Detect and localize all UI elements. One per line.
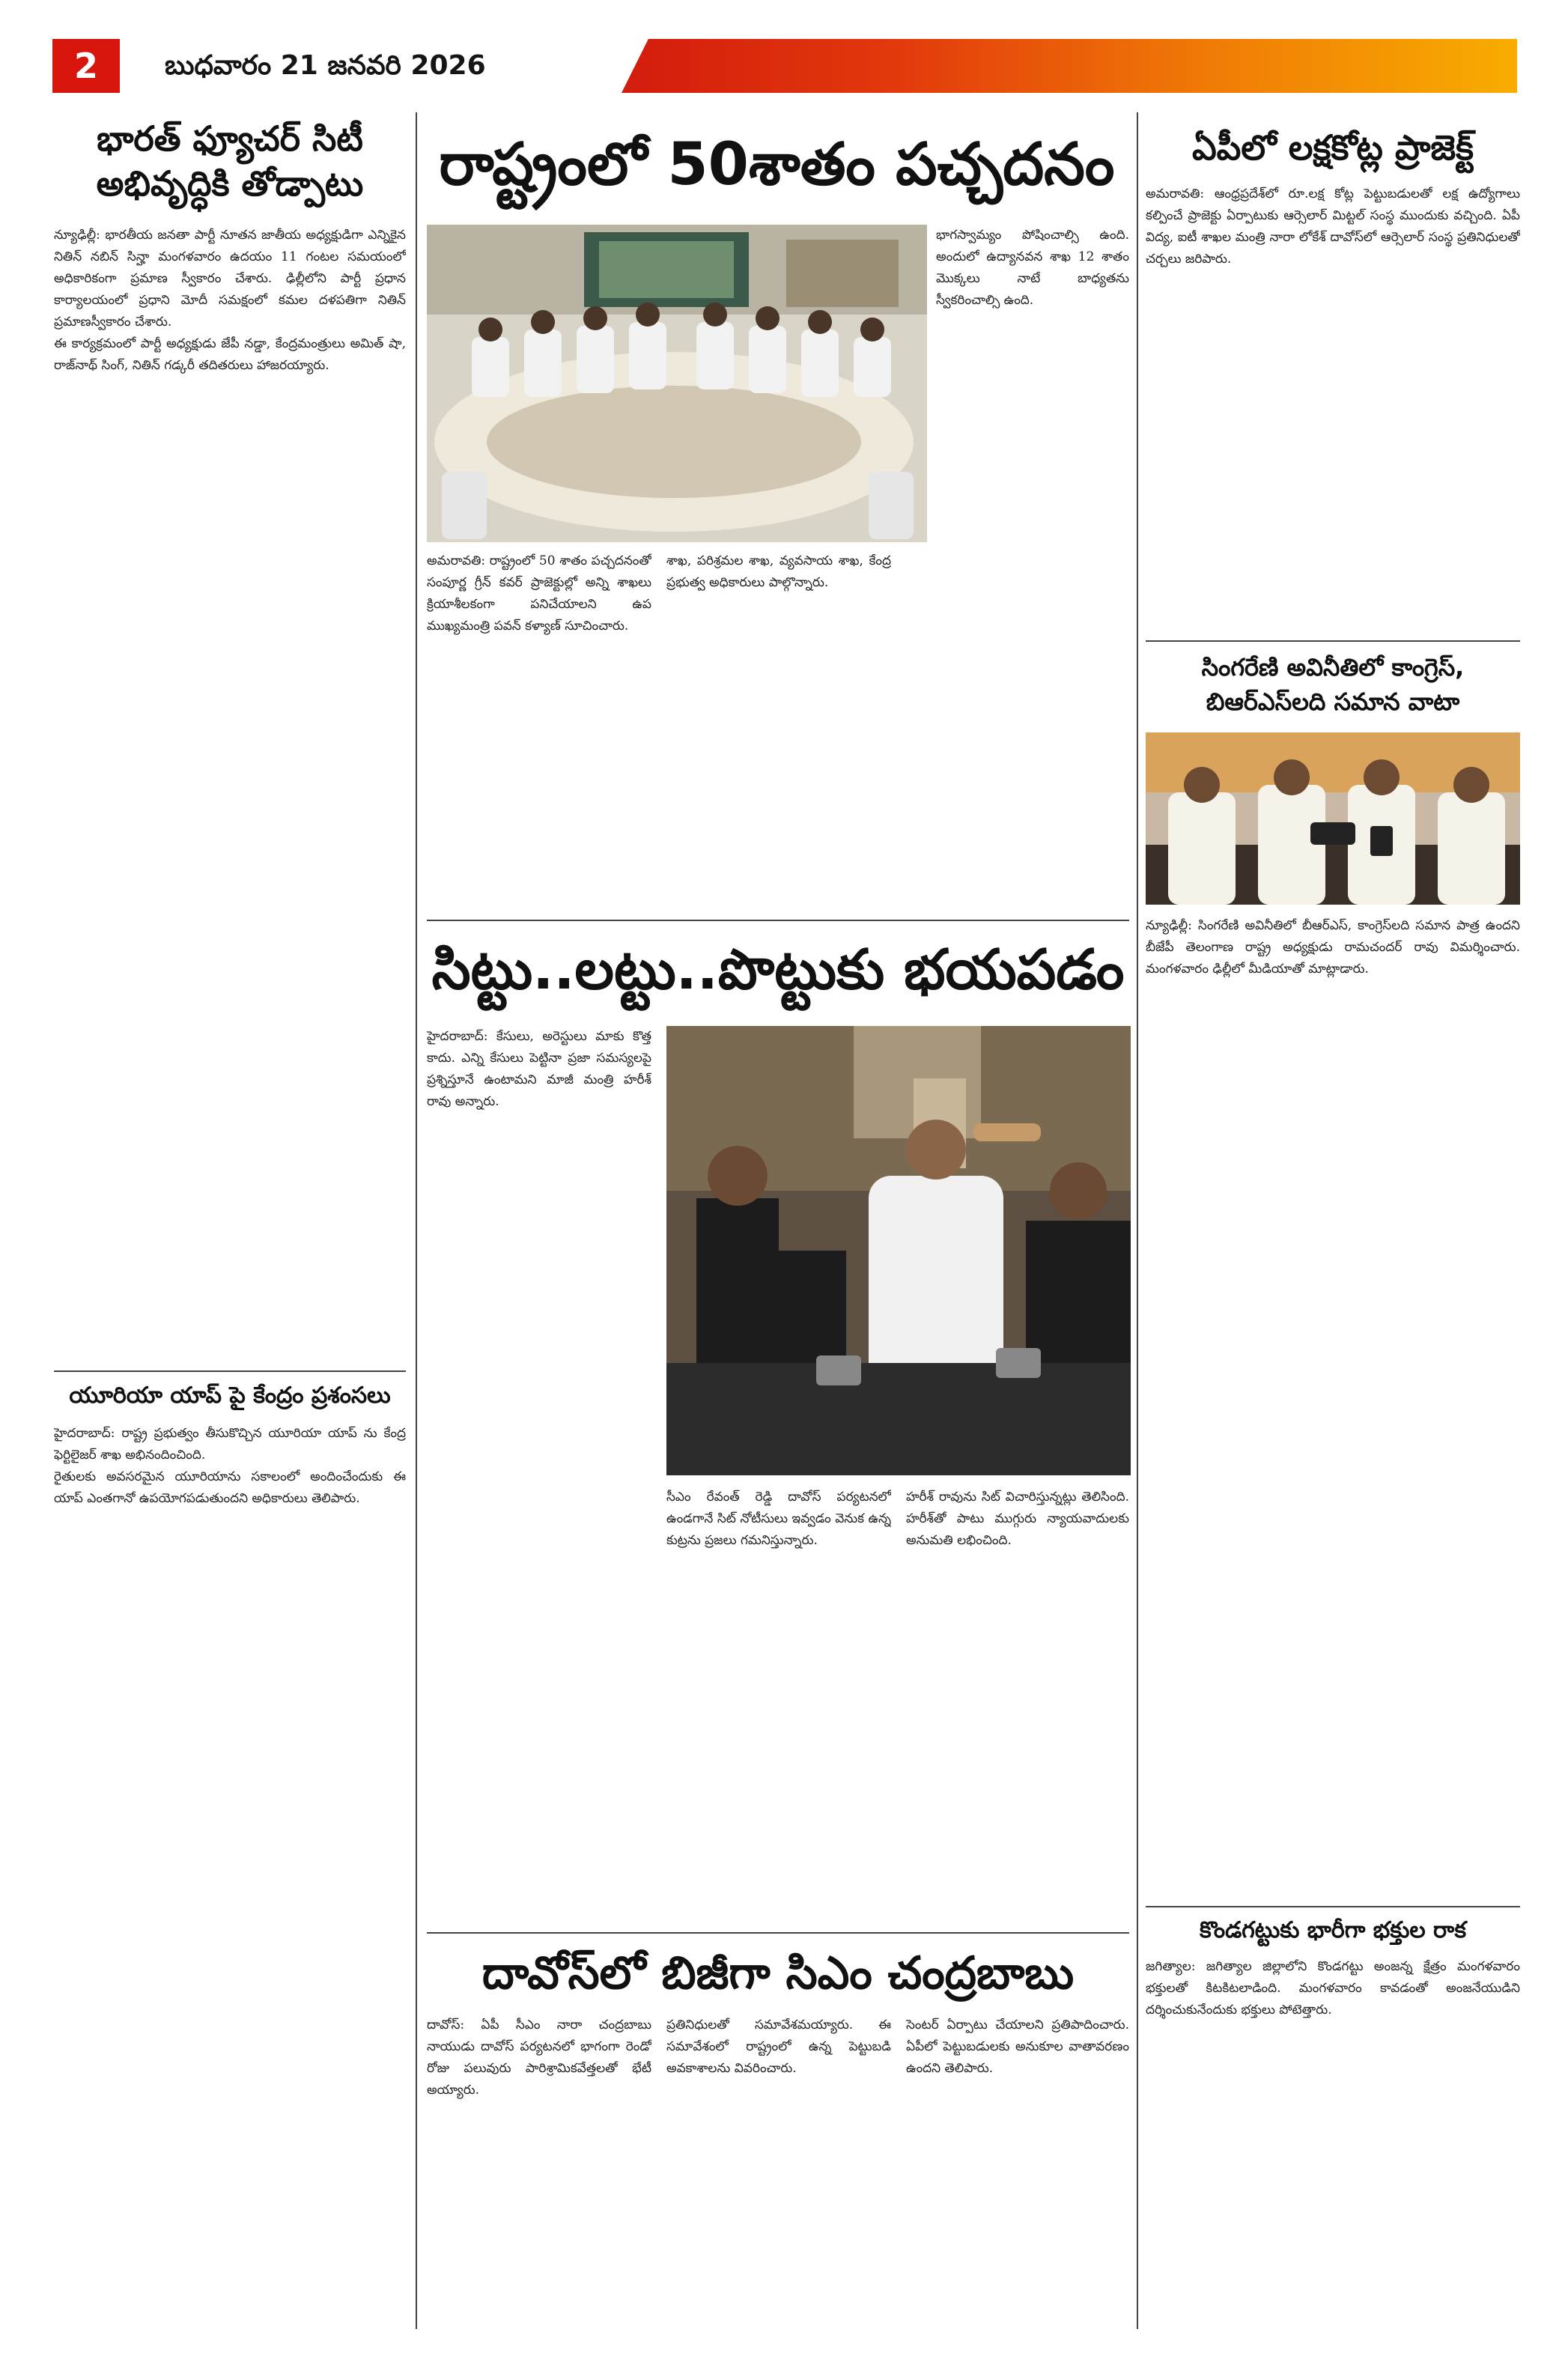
center-middle-col2: సీఎం రేవంత్ రెడ్డి దావోస్ పర్యటనలో ఉండగానే సిట్ నోటీసులు ఇవ్వడం వెనుక ఉన్న కుట్రను ప్రజలు గమనిస్తున్నారు. [666, 1490, 891, 1548]
left-section-continuation: రైతులకు అవసరమైన యూరియాను సకాలంలో అందించేందుకు ఈ యాప్ ఎంతగానో ఉపయోగపడుతుందని అధికారులు తెలిపారు. [54, 1469, 406, 1506]
center-middle-col1: హైదరాబాద్: కేసులు, అరెస్టులు మాకు కొత్త కాదు. ఎన్ని కేసులు పెట్టినా ప్రజా సమస్యలపై ప్రశ్నిస్తూనే ఉంటామని మాజీ మంత్రి హరీశ్ రావు అన్నారు. [427, 1029, 651, 1109]
center-divider-1 [427, 920, 1129, 921]
column-rule-left [416, 112, 417, 2329]
left-article-lead: న్యూఢిల్లీ: భారతీయ జనతా పార్టీ నూతన జాతీయ అధ్యక్షుడిగా ఎన్నికైన నితిన్ నబిన్ సిన్హా మంగళవారం ఉదయం 11 గంటల సమయంలో అధికారికంగా ప్రమాణ స్వీకారం చేశారు. ఢిల్లీలోని పార్టీ ప్రధాన కార్యాలయంలో ప్రధాని మోదీ సమక్షంలో కమల దళపతిగా నితిన్ ప్రమాణస్వీకారం చేశారు. [54, 228, 406, 330]
masthead-band [52, 39, 1517, 93]
center-top-col3b [906, 550, 1129, 910]
center-bottom-headline: దావోస్‌లో బిజీగా సిఎం చంద్రబాబు [481, 1947, 1075, 2000]
center-bottom-col2: ప్రతినిధులతో సమావేశమయ్యారు. ఈ సమావేశంలో రాష్ట్రంలో ఉన్న పెట్టుబడి అవకాశాలను వివరించారు. [666, 2018, 891, 2076]
left-article-headline-1: భారత్ ఫ్యూచర్ సిటీ [97, 118, 363, 159]
center-top-col1: అమరావతి: రాష్ట్రంలో 50 శాతం పచ్చదనంతో సంపూర్ణ గ్రీన్ కవర్ ప్రాజెక్టుల్లో అన్ని శాఖలు క్రియాశీలకంగా పనిచేయాలని ఉప ముఖ్యమంత్రి పవన్ కళ్యాణ్ సూచించారు. [427, 553, 651, 634]
left-article-body [54, 225, 406, 1355]
right-divider-2 [1146, 1906, 1520, 1907]
column-rule-right [1137, 112, 1138, 2329]
masthead-color-stripe [622, 39, 1517, 93]
right-top-headline: ఏపీలో లక్షకోట్ల ప్రాజెక్ట్ [1191, 127, 1474, 168]
center-top-col3: భాగస్వామ్యం పోషించాల్సి ఉంది. అందులో ఉద్యానవన శాఖ 12 శాతం మొక్కలు నాటే బాధ్యతను స్వీకరించాల్సి ఉంది. [936, 228, 1129, 308]
right-middle-body: న్యూఢిల్లీ: సింగరేణి అవినీతిలో బీఆర్ఎస్, కాంగ్రెస్‌లది సమాన పాత్ర ఉందని బీజేపీ తెలంగాణ రాష్ట్ర అధ్యక్షుడు రామచందర్ రావు విమర్శించారు. మంగళవారం ఢిల్లీలో మీడియాతో మాట్లాడారు. [1146, 918, 1520, 977]
right-bottom-headline: కొండగట్టుకు భారీగా భక్తుల రాక [1199, 1917, 1467, 1943]
left-section-heading: యూరియా యాప్ పై కేంద్రం ప్రశంసలు [69, 1382, 391, 1409]
press-meet-photo [1146, 732, 1520, 905]
center-divider-2 [427, 1932, 1129, 1934]
left-article [54, 116, 406, 206]
center-middle-headline: సిట్టు..లట్టు..పొట్టుకు భయపడం [431, 938, 1125, 1002]
center-top-col2: శాఖ, పరిశ్రమల శాఖ, వ్యవసాయ శాఖ, కేంద్ర ప్రభుత్వ అధికారులు పాల్గొన్నారు. [666, 553, 891, 590]
center-top-headline: రాష్ట్రంలో 50శాతం పచ్చదనం [439, 131, 1115, 198]
right-bottom-body: జగిత్యాల: జగిత్యాల జిల్లాలోని కొండగట్టు అంజన్న క్షేత్రం మంగళవారం భక్తులతో కిటకిటలాడింది. మంగళవారం కావడంతో అంజనేయుడిని దర్శించుకునేందుకు భక్తులు పోటెత్తారు. [1146, 1959, 1520, 2018]
left-section-body [54, 1423, 406, 2322]
left-article-continuation: ఈ కార్యక్రమంలో పార్టీ అధ్యక్షుడు జేపీ నడ్డా, కేంద్రమంత్రులు అమిత్ షా, రాజ్‌నాథ్ సింగ్, నితిన్ గడ్కరీ తదితరులు హాజరయ్యారు. [54, 336, 406, 373]
right-middle-headline-2: బిఆర్ఎస్‌లది సమాన వాటా [1206, 687, 1460, 716]
page-number-box [52, 39, 120, 93]
center-bottom-col1: దావోస్: ఏపీ సీఎం నారా చంద్రబాబు నాయుడు దావోస్ పర్యటనలో భాగంగా రెండో రోజు పలువురు పారిశ్రామికవేత్తలతో భేటీ అయ్యారు. [427, 2018, 651, 2098]
right-top-body: అమరావతి: ఆంధ్రప్రదేశ్‌లో రూ.లక్ష కోట్ల పెట్టుబడులతో లక్ష ఉద్యోగాలు కల్పించే ప్రాజెక్టు ఏర్పాటుకు ఆర్సెలార్ మిట్టల్ సంస్థ ముందుకు వచ్చింది. ఏపీ విద్య, ఐటీ శాఖల మంత్రి నారా లోకేశ్ దావోస్‌లో ఆర్సెలార్ సంస్థ ప్రతినిధులతో చర్చలు జరిపారు. [1146, 186, 1520, 267]
left-section-divider [54, 1370, 406, 1372]
left-section-lead: హైదరాబాద్: రాష్ట్ర ప్రభుత్వం తీసుకొచ్చిన యూరియా యాప్ ను కేంద్ర ఫెర్టిలైజర్ శాఖ అభినందించింది. [54, 1426, 406, 1463]
right-divider-1 [1146, 640, 1520, 642]
crowd-photo [666, 1026, 1131, 1475]
right-middle-headline-1: సింగరేణి అవినీతిలో కాంగ్రెస్, [1201, 653, 1465, 681]
center-middle-col3: హరీశ్ రావును సిట్ విచారిస్తున్నట్లు తెలిసింది. హరీశ్‌తో పాటు ముగ్గురు న్యాయవాదులకు అనుమతి లభించింది. [906, 1490, 1129, 1548]
meeting-photo [427, 225, 927, 542]
center-bottom-col3: సెంటర్ ఏర్పాటు చేయాలని ప్రతిపాదించారు. ఏపీలో పెట్టుబడులకు అనుకూల వాతావరణం ఉందని తెలిపారు. [906, 2018, 1129, 2076]
page-number: 2 [73, 46, 98, 86]
dateline: బుధవారం 21 జనవరి 2026 [165, 50, 486, 81]
left-article-headline-2: అభివృద్ధికి తోడ్పాటు [96, 163, 364, 204]
